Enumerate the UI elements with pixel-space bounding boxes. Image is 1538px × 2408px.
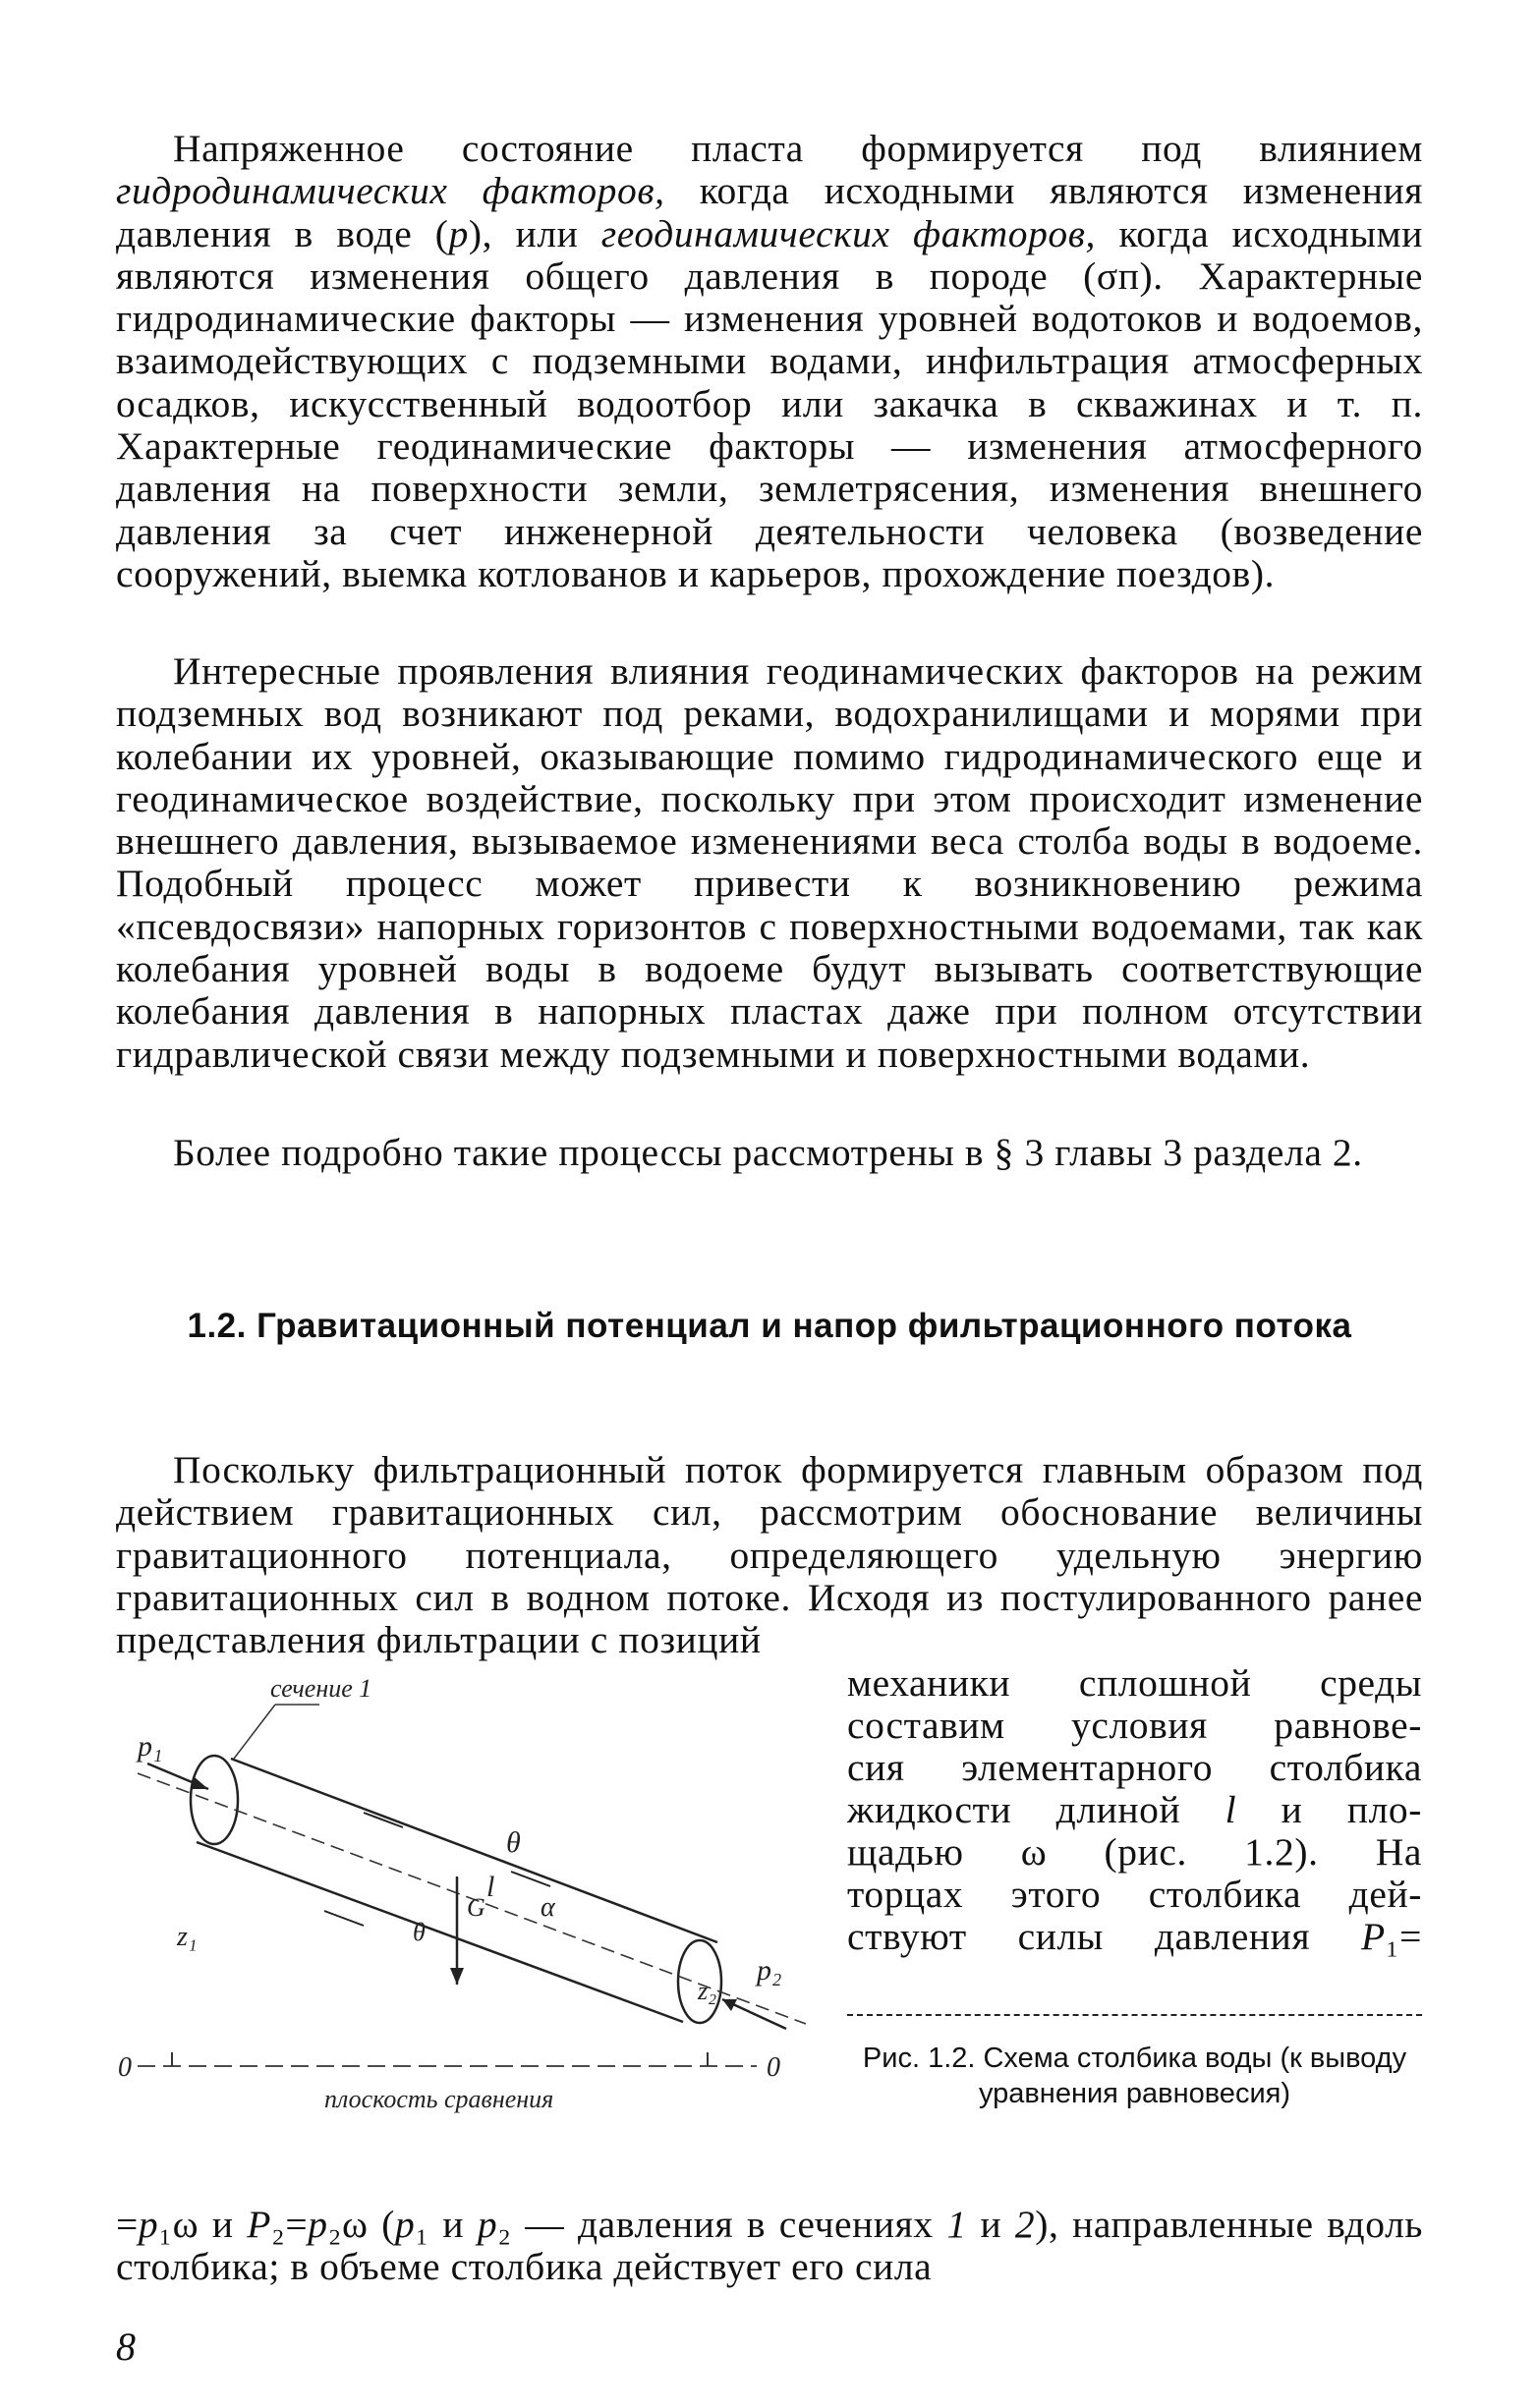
page-number: 8 bbox=[116, 2324, 136, 2369]
shear-arrow bbox=[511, 1872, 550, 1886]
label-gravity: G bbox=[467, 1893, 485, 1922]
gravity-vector-head bbox=[450, 1968, 464, 1985]
wrap-line: ствуют силы давления P₁= bbox=[847, 1915, 1422, 1958]
wrap-line: жидкости длиной l и пло- bbox=[847, 1788, 1422, 1831]
label-datum: плоскость сравнения bbox=[324, 2085, 554, 2113]
label-theta-top: θ bbox=[506, 1826, 521, 1859]
wrap-line: механики сплошной среды bbox=[847, 1661, 1422, 1705]
section-heading: 1.2. Гравитационный потенциал и напор фильтрационного потока bbox=[187, 1307, 1352, 1345]
label-alpha: α bbox=[541, 1892, 555, 1923]
label-theta-bottom: θ bbox=[413, 1918, 426, 1946]
datum-plane bbox=[118, 2039, 826, 2117]
wrap-line: составим условия равнове- bbox=[847, 1704, 1422, 1747]
cylinder-bottom-edge bbox=[197, 1842, 683, 2022]
paragraph-stress-state: Напряженное состояние пласта формируется под влиянием гидродинамических факторов, когда исходными являются изменения давления в воде (p), или геодинамических факторов, когда исходными являются изменения общего давления в породе (σп). Характерные гидродинамические факторы — изменения уровней водотоков и водоемов, взаимодействующих с подземными водами, инфильтрация атмосферных осадков, искусственный водоотбор или закачка в скважинах и т. п. Характерные геодинамические факторы — изменения атмосферного давления на поверхности земли, землетрясения, изменения внешнего давления за счет инженерной деятельности человека (возведение сооружений, выемка котлованов и карьеров, прохождение поездов). bbox=[116, 127, 1423, 595]
wrap-line: торцах этого столбика дей- bbox=[847, 1873, 1422, 1916]
figure-caption: Рис. 1.2. Схема столбика воды (к выводу уравнения равновесия) bbox=[862, 2043, 1407, 2109]
wrap-line: сия элементарного столбика bbox=[847, 1746, 1422, 1789]
label-length: l bbox=[486, 1871, 495, 1903]
label-p1: p₁ bbox=[138, 1730, 163, 1763]
paragraph-geodynamic-effects: Интересные проявления влияния геодинамических факторов на режим подземных вод возникают под реками, водохранилищами и морями при колебании их уровней, оказывающие помимо гидродинамического еще и геодинамическое воздействие, поскольку при этом происходит изменение внешнего давления, вызываемое изменениями веса столба воды в водоеме. Подобный процесс может привести к возникновению режима «псевдосвязи» напорных горизонтов с поверхностными водоемами, так как колебания уровней воды в водоеме будут вызывать соответствующие колебания давления в напорных пластах даже при полном отсутствии гидравлической связи между подземными и поверхностными водами. bbox=[116, 649, 1423, 1076]
label-z2: z₂ bbox=[698, 1977, 717, 2005]
label-p2: p₂ bbox=[757, 1954, 782, 1987]
label-zero-left: 0 bbox=[118, 2052, 132, 2083]
label-z1: z₁ bbox=[177, 1922, 198, 1952]
label-section-1: сечение 1 bbox=[270, 1674, 372, 1703]
figure-water-column bbox=[118, 1674, 826, 2005]
paragraph-gravitational-potential: Поскольку фильтрационный поток формируется главным образом под действием гравитационных сил, рассмотрим обоснование величины гравитационного потенциала, определяющего удельную энергию гравитационных сил в водном потоке. Исходя из постулированного ранее представления фильтрации с позиций bbox=[116, 1448, 1423, 1662]
shear-arrow bbox=[324, 1911, 364, 1926]
paragraph-forces: =p₁ω и P₂=p₂ω (p₁ и p₂ — давления в сечениях 1 и 2), направленные вдоль столбика; в объеме столбика действует его сила bbox=[116, 2203, 1423, 2289]
label-zero-right: 0 bbox=[767, 2052, 780, 2083]
section-1-ellipse bbox=[191, 1756, 238, 1844]
wrap-line: щадью ω (рис. 1.2). На bbox=[847, 1830, 1422, 1874]
section-1-pointer bbox=[234, 1705, 275, 1759]
caption-rule bbox=[847, 2014, 1422, 2016]
paragraph-reference: Более подробно такие процессы рассмотрены в § 3 главы 3 раздела 2. bbox=[173, 1131, 1363, 1174]
